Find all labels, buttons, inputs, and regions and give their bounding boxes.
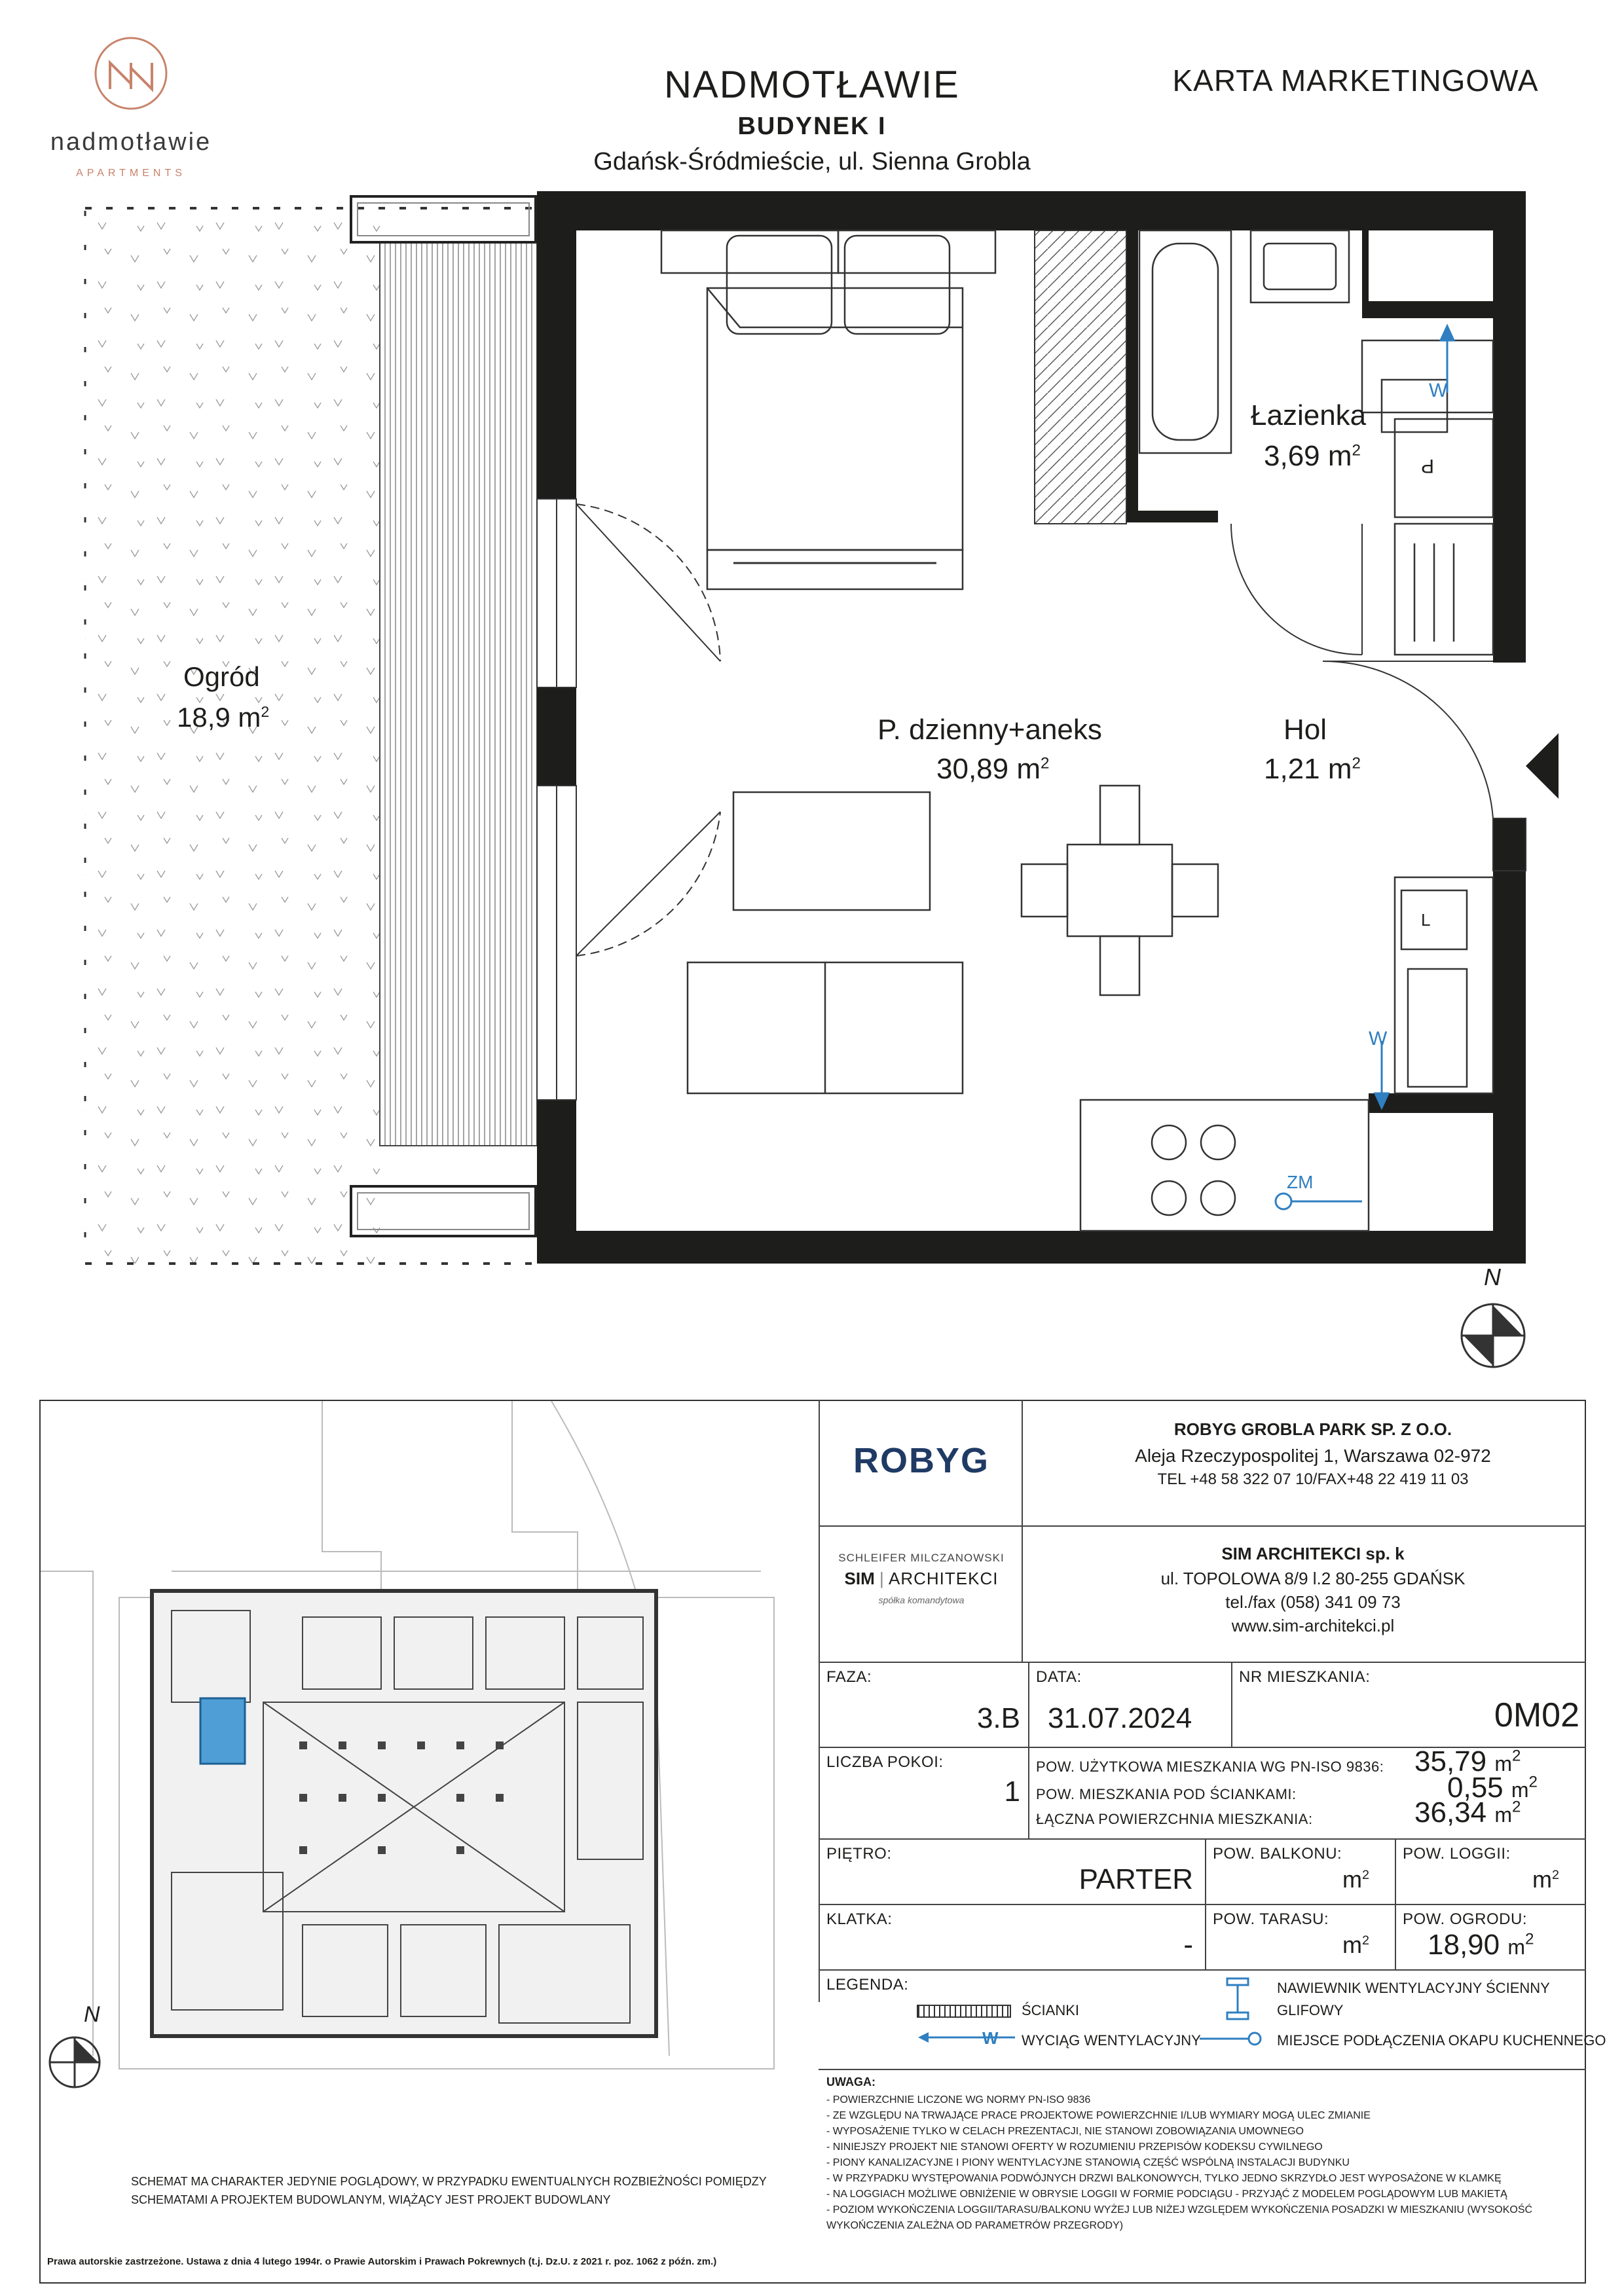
- loggia-label: POW. LOGGII:: [1403, 1845, 1511, 1863]
- ogrod-label: POW. OGRODU:: [1403, 1910, 1528, 1928]
- divider: [1022, 1400, 1023, 1662]
- ps-label: POW. MIESZKANIA POD ŚCIANKAMI:: [1036, 1786, 1297, 1802]
- north-label: N: [1484, 1264, 1501, 1290]
- room-hall-name: Hol: [1283, 714, 1327, 746]
- arch-address: ul. TOPOLOWA 8/9 l.2 80-255 GDAŃSK: [1160, 1569, 1466, 1588]
- pokoi-label: LICZBA POKOI:: [826, 1753, 944, 1771]
- nawiewnik-icon: [1225, 1976, 1251, 2022]
- data-value: 31.07.2024: [1048, 1702, 1192, 1734]
- arch-name: SIM ARCHITEKCI sp. k: [1221, 1544, 1405, 1563]
- pu-value: 35,79 $m^2$: [1414, 1745, 1521, 1777]
- sim-logo: SIM | ARCHITEKCI: [844, 1569, 999, 1588]
- nawiewnik-label-2: GLIFOWY: [1277, 2002, 1344, 2018]
- wyciag-label: WYCIĄG WENTYLACYJNY: [1022, 2032, 1201, 2049]
- taras-unit: $m^2$: [1342, 1931, 1370, 1958]
- legend-title: LEGENDA:: [826, 1976, 909, 1994]
- balkon-label: POW. BALKONU:: [1213, 1845, 1342, 1863]
- pl-value: 36,34 $m^2$: [1414, 1796, 1521, 1829]
- developer-name: ROBYG GROBLA PARK SP. Z O.O.: [1173, 1419, 1452, 1439]
- okap-label: MIEJSCE PODŁĄCZENIA OKAPU KUCHENNEGO: [1277, 2032, 1606, 2049]
- pl-label: ŁĄCZNA POWIERZCHNIA MIESZKANIA:: [1036, 1811, 1313, 1827]
- arch-www: www.sim-architekci.pl: [1231, 1616, 1395, 1635]
- plan-mark-l: L: [1421, 910, 1431, 930]
- note-line: - ZE WZGLĘDU NA TRWAJĄCE PRACE PROJEKTOWE POWIERZCHNIE I/LUB WYMIARY MOGĄ ULEC ZMIANIE: [826, 2110, 1371, 2121]
- pokoi-value: 1: [1004, 1776, 1020, 1808]
- hood-mark: ZM: [1287, 1172, 1314, 1192]
- site-plan: [41, 1401, 817, 2128]
- room-living-area: 30,89 $m^2$: [936, 753, 1050, 785]
- note-line: - W PRZYPADKU WYSTĘPOWANIA PODWÓJNYCH DRZWI BALKONOWYCH, TYLKO JEDNO SKRZYDŁO JEST WYPOSAŻONE W KLAMKĘ: [826, 2173, 1502, 2184]
- divider: [819, 1969, 1586, 1971]
- wyciag-arrow-icon: [917, 2030, 1015, 2049]
- faza-value: 3.B: [976, 1702, 1020, 1734]
- nr-value: 0M02: [1494, 1696, 1579, 1734]
- robyg-logo: ROBYG: [853, 1441, 990, 1480]
- loggia-unit: $m^2$: [1532, 1866, 1560, 1893]
- pietro-label: PIĘTRO:: [826, 1845, 892, 1863]
- data-label: DATA:: [1036, 1668, 1082, 1686]
- notes-title: UWAGA:: [826, 2075, 876, 2088]
- logo-sub: APARTMENTS: [76, 168, 186, 179]
- note-line: - NA LOGGIACH MOŻLIWE OBNIŻENIE W OBRYSIE LOGGII W FORMIE PODCIĄGU - PRZYJĄĆ Z MODELEM POGLĄDOWYM LUB MAKIETĄ: [826, 2189, 1507, 2200]
- vent-mark-kitchen: W: [1369, 1028, 1388, 1049]
- divider: [1028, 1662, 1029, 1747]
- developer-tel: TEL +48 58 322 07 10/FAX+48 22 419 11 03: [1157, 1470, 1469, 1488]
- copyright: Prawa autorskie zastrzeżone. Ustawa z dnia 4 lutego 1994r. o Prawie Autorskim i Prawach Pokrewnych (t.j. Dz.U. z 2021 r. poz. 1062 z późn. zm.): [47, 2256, 717, 2267]
- faza-label: FAZA:: [826, 1668, 872, 1686]
- pu-label: POW. UŻYTKOWA MIESZKANIA WG PN-ISO 9836:: [1036, 1758, 1384, 1775]
- ps-value: 0,55 $m^2$: [1447, 1772, 1538, 1804]
- developer-address: Aleja Rzeczypospolitej 1, Warszawa 02-972: [1135, 1446, 1491, 1466]
- building-title: BUDYNEK I: [737, 113, 887, 140]
- okap-icon: [1198, 2030, 1264, 2049]
- divider: [819, 1662, 1586, 1663]
- notes-list: [826, 2092, 1579, 2234]
- room-hall-area: 1,21 $m^2$: [1264, 753, 1361, 785]
- wyciag-mark: W: [982, 2028, 999, 2048]
- sim-line1: SCHLEIFER MILCZANOWSKI: [838, 1552, 1005, 1564]
- pietro-value: PARTER: [1079, 1863, 1193, 1895]
- balkon-unit: $m^2$: [1342, 1866, 1370, 1893]
- nr-label: NR MIESZKANIA:: [1239, 1668, 1371, 1686]
- vent-mark-bathroom: W: [1429, 380, 1448, 401]
- taras-label: POW. TARASU:: [1213, 1910, 1329, 1928]
- address: Gdańsk-Śródmieście, ul. Sienna Grobla: [593, 148, 1031, 175]
- room-garden-name: Ogród: [183, 661, 260, 692]
- note-line: - POWIERZCHNIE LICZONE WG NORMY PN-ISO 9836: [826, 2094, 1091, 2105]
- room-garden-area: 18,9 $m^2$: [177, 702, 270, 733]
- note-line: - WYPOSAŻENIE TYLKO W CELACH PREZENTACJI, NIE STANOWI ZOBOWIĄZANIA UMOWNEGO: [826, 2126, 1304, 2137]
- klatka-value: -: [1183, 1929, 1193, 1961]
- divider: [819, 2069, 1586, 2070]
- klatka-label: KLATKA:: [826, 1910, 893, 1928]
- project-title: NADMOTŁAWIE: [664, 64, 960, 106]
- schemat-note-2: SCHEMATAMI A PROJEKTEM BUDOWLANYM, WIĄŻĄCY JEST PROJEKT BUDOWLANY: [131, 2193, 611, 2206]
- note-line: - POZIOM WYKOŃCZENIA LOGGII/TARASU/BALKONU WYŻEJ LUB NIŻEJ WZGLĘDEM WYKOŃCZENIA POSADZKI W MIESZKANIU (WYSOKOŚĆ: [826, 2204, 1533, 2215]
- divider: [1231, 1662, 1232, 1747]
- card-title: KARTA MARKETINGOWA: [1172, 64, 1539, 98]
- schemat-note-1: SCHEMAT MA CHARAKTER JEDYNIE POGLĄDOWY, W PRZYPADKU EWENTUALNYCH ROZBIEŻNOŚCI POMIĘDZY: [131, 2175, 767, 2188]
- sim-line3: spółka komandytowa: [878, 1595, 965, 1605]
- room-bathroom-area: 3,69 $m^2$: [1264, 440, 1361, 472]
- note-line: - PIONY KANALIZACYJNE I PIONY WENTYLACYJNE STANOWIĄ CZĘŚĆ WSPÓLNĄ INSTALACJI BUDYNKU: [826, 2157, 1350, 2168]
- ogrod-value: 18,90 $m^2$: [1428, 1929, 1534, 1961]
- room-bathroom-name: Łazienka: [1251, 399, 1367, 431]
- plan-mark-p: P: [1421, 455, 1435, 477]
- scianki-label: ŚCIANKI: [1022, 2002, 1080, 2018]
- scianki-symbol: [917, 2005, 1011, 2018]
- note-line: WYKOŃCZENIA ZALEŻNA OD PARAMETRÓW PRZEGRODY): [826, 2220, 1124, 2231]
- divider: [819, 1904, 1586, 1905]
- divider: [819, 1525, 1586, 1527]
- room-living-name: P. dzienny+aneks: [877, 714, 1102, 746]
- divider: [819, 1400, 820, 2002]
- north-label-small: N: [84, 2002, 100, 2027]
- logo-name: nadmotławie: [50, 128, 212, 156]
- nawiewnik-label-1: NAWIEWNIK WENTYLACYJNY ŚCIENNY: [1277, 1980, 1550, 1996]
- divider: [1028, 1747, 1029, 1838]
- divider: [819, 1838, 1586, 1840]
- arch-tel: tel./fax (058) 341 09 73: [1225, 1592, 1401, 1612]
- note-line: - NINIEJSZY PROJEKT NIE STANOWI OFERTY W ROZUMIENIU PRZEPISÓW KODEKSU CYWILNEGO: [826, 2141, 1323, 2153]
